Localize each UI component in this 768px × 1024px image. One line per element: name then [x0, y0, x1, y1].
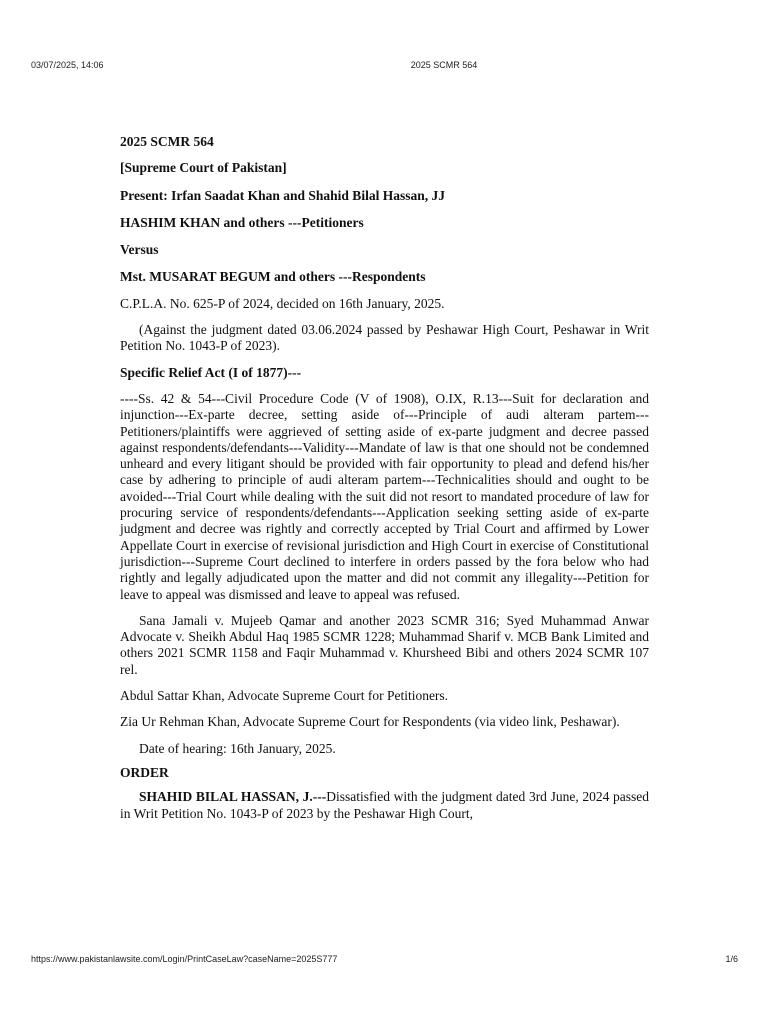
order-paragraph [120, 789, 649, 822]
case-document [120, 134, 649, 822]
act-heading: Specific Relief Act (I of 1877)--- [120, 364, 302, 380]
hearing-date: Date of hearing: 16th January, 2025. [139, 740, 336, 756]
headnote: ----Ss. 42 & 54---Civil Procedure Code (V of 1908), O.IX, R.13---Suit for declaration and injunction---Ex-parte decree, setting aside of---Principle of audi alteram partem---Petitioners/plaintiffs were aggrieved of setting aside of ex-parte judgment and decree passed against respondents/defendants---Validity---Mandate of law is that one should not be condemned unheard and every litigant should be provided with fair opportunity to plead and defend his/her case by adhering to principle of audi alteram partem---Technicalities should and ought to be avoided---Trial Court while dealing with the suit did not resort to mandated procedure of law for procuring service of respondents/defendants---Application seeking setting aside of ex-parte judgment and decree was rightly and correctly accepted by Trial Court and affirmed by Lower Appellate Court in exercise of revisional jurisdiction and High Court in exercise of Constitutional jurisdiction---Supreme Court declined to interfere in orders passed by the fora below who had rightly and legally adjudicated upon the matter and did not commit any illegality---Petition for leave to appeal was dismissed and leave to appeal was refused. [120, 390, 649, 602]
order-text: Dissatisfied with the judgment dated 3rd June, 2024 passed in Writ Petition No. 1043-P of 2023 by the Peshawar High Court, [120, 789, 649, 821]
petitioners: HASHIM KHAN and others ---Petitioners [120, 214, 364, 230]
case-citations: Sana Jamali v. Mujeeb Qamar and another 2023 SCMR 316; Syed Muhammad Anwar Advocate v. Sheikh Abdul Haq 1985 SCMR 1228; Muhammad Sharif v. MCB Bank Limited and others 2021 SCMR 1158 and Faqir Muhammad v. Khursheed Bibi and others 2024 SCMR 107 rel. [120, 612, 649, 677]
respondents: Mst. MUSARAT BEGUM and others ---Respondents [120, 269, 426, 285]
against-note: (Against the judgment dated 03.06.2024 passed by Peshawar High Court, Peshawar in Writ Petition No. 1043-P of 2023). [120, 322, 649, 354]
case-number: C.P.L.A. No. 625-P of 2024, decided on 16th January, 2025. [120, 295, 445, 311]
order-author: SHAHID BILAL HASSAN, J.--- [139, 789, 327, 805]
counsel-respondents: Zia Ur Rehman Khan, Advocate Supreme Court for Respondents (via video link, Peshawar). [120, 714, 620, 730]
print-doc-title: 2025 SCMR 564 [410, 60, 478, 70]
court-name: [Supreme Court of Pakistan] [120, 160, 287, 176]
bench: Present: Irfan Saadat Khan and Shahid Bilal Hassan, JJ [120, 187, 445, 203]
print-datetime: 03/07/2025, 14:06 [31, 60, 104, 70]
citation: 2025 SCMR 564 [120, 134, 214, 149]
page-indicator: 1/6 [725, 954, 738, 964]
source-url-link[interactable]: https://www.pakistanlawsite.com/Login/PrintCaseLaw?caseName=2025S777 [31, 954, 338, 964]
order-heading: ORDER [120, 764, 169, 780]
versus: Versus [120, 242, 159, 258]
counsel-petitioners: Abdul Sattar Khan, Advocate Supreme Court for Petitioners. [120, 688, 449, 704]
